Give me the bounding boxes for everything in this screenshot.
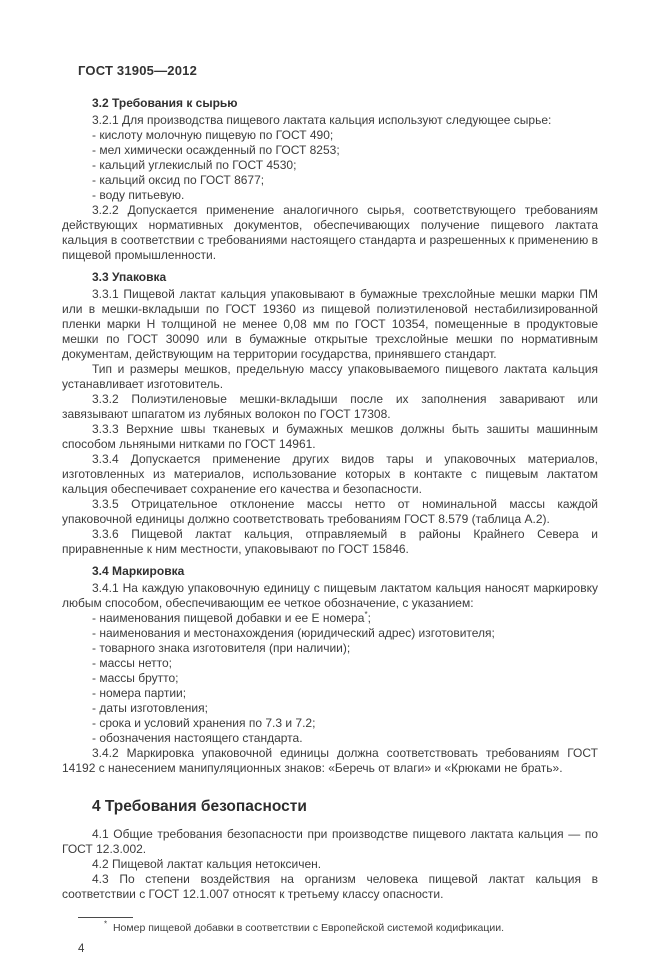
footnote-divider: [78, 917, 133, 918]
footnote-marker: *: [104, 919, 108, 929]
paragraph-3-3-5: 3.3.5 Отрицательное отклонение массы нетто от номинальной массы каждой упаковочной единицы должно соответствовать требованиям ГОСТ 8.579 (таблица А.2).: [62, 497, 598, 526]
paragraph-3-3-4: 3.3.4 Допускается применение других видов тары и упаковочных материалов, изготовленных из материалов, использование которых в контакте с пищевым лактатом кальция обеспечивает сохранение его качества и безопасности.: [62, 452, 598, 496]
list-item: - наименования и местонахождения (юридический адрес) изготовителя;: [92, 626, 495, 640]
footnote-text: Номер пищевой добавки в соответствии с Европейской системой кодификации.: [112, 922, 505, 934]
list-item: - кальций оксид по ГОСТ 8677;: [92, 173, 265, 187]
section-heading-3-4: 3.4 Маркировка: [92, 564, 185, 578]
paragraph-4-3: 4.3 По степени воздействия на организм человека пищевой лактат кальция в соответствии с ГОСТ 12.1.007 относят к третьему классу опасности.: [62, 872, 598, 901]
paragraph-3-2-1: 3.2.1 Для производства пищевого лактата кальция используют следующее сырье:: [92, 113, 552, 127]
paragraph-4-1: 4.1 Общие требования безопасности при производстве пищевого лактата кальция — по ГОСТ 12.3.002.: [62, 827, 598, 856]
footnote-marker-ref: *: [364, 610, 368, 619]
list-item: - кальций углекислый по ГОСТ 4530;: [92, 158, 297, 172]
paragraph-3-3-2: 3.3.2 Полиэтиленовые мешки-вкладыши после их заполнения заваривают или завязывают шпагатом из лубяных волокон по ГОСТ 17308.: [62, 392, 598, 421]
paragraph-3-4-2: 3.4.2 Маркировка упаковочной единицы должна соответствовать требованиям ГОСТ 14192 с нанесением манипуляционных знаков: «Беречь от влаги» и «Крюками не брать».: [62, 746, 598, 775]
paragraph-bag-sizes: Тип и размеры мешков, предельную массу упаковываемого пищевого лактата кальция устанавливает изготовитель.: [62, 362, 598, 391]
list-item: - товарного знака изготовителя (при наличии);: [92, 641, 351, 655]
list-item-text: - наименования пищевой добавки и ее Е номера: [92, 611, 365, 625]
paragraph-4-2: 4.2 Пищевой лактат кальция нетоксичен.: [92, 857, 322, 871]
document-body: [62, 89, 598, 957]
paragraph-3-4-1: 3.4.1 На каждую упаковочную единицу с пищевым лактатом кальция наносят маркировку любым способом, обеспечивающим ее четкое обозначение, с указанием:: [62, 581, 598, 610]
footnote: [62, 919, 598, 935]
list-item-tail: ;: [367, 611, 371, 625]
paragraph-3-3-6: 3.3.6 Пищевой лактат кальция, отправляемый в районы Крайнего Севера и приравненные к ним местности, упаковывают по ГОСТ 15846.: [62, 527, 598, 556]
section-heading-4: 4 Требования безопасности: [92, 798, 307, 815]
paragraph-3-3-1: 3.3.1 Пищевой лактат кальция упаковывают в бумажные трехслойные мешки марки ПМ или в мешки-вкладыши по ГОСТ 19360 из пищевой полиэтиленовой нестабилизированной пленки марки Н толщиной не менее 0,08 мм по ГОСТ 10354, помещенные в продуктовые мешки по ГОСТ 30090 или в бумажные открытые трехслойные мешки по нормативным документам, действующим на территории государства, принявшего стандарт.: [62, 287, 598, 361]
list-item: - номера партии;: [92, 686, 187, 700]
list-item: - массы брутто;: [92, 671, 179, 685]
list-item: - мел химически осажденный по ГОСТ 8253;: [92, 143, 340, 157]
page-number: 4: [78, 943, 85, 955]
section-heading-3-2: 3.2 Требования к сырью: [92, 96, 238, 110]
list-item-e-number: [62, 611, 598, 626]
paragraph-3-3-3: 3.3.3 Верхние швы тканевых и бумажных мешков должны быть зашиты машинным способом льняными нитками по ГОСТ 14961.: [62, 422, 598, 451]
paragraph-3-2-2: 3.2.2 Допускается применение аналогичного сырья, соответствующего требованиям действующих нормативных документов, обеспечивающих получение пищевого лактата кальция в соответствии с требованиями настоящего стандарта и разрешенных к применению в пищевой промышленности.: [62, 203, 598, 262]
page-header: ГОСТ 31905—2012: [78, 63, 197, 78]
list-item: - даты изготовления;: [92, 701, 208, 715]
list-item: - срока и условий хранения по 7.3 и 7.2;: [92, 716, 316, 730]
list-item: - кислоту молочную пищевую по ГОСТ 490;: [92, 128, 334, 142]
list-item: - массы нетто;: [92, 656, 172, 670]
section-heading-3-3: 3.3 Упаковка: [92, 270, 167, 284]
list-item: - обозначения настоящего стандарта.: [92, 731, 303, 745]
list-item: - воду питьевую.: [92, 188, 185, 202]
